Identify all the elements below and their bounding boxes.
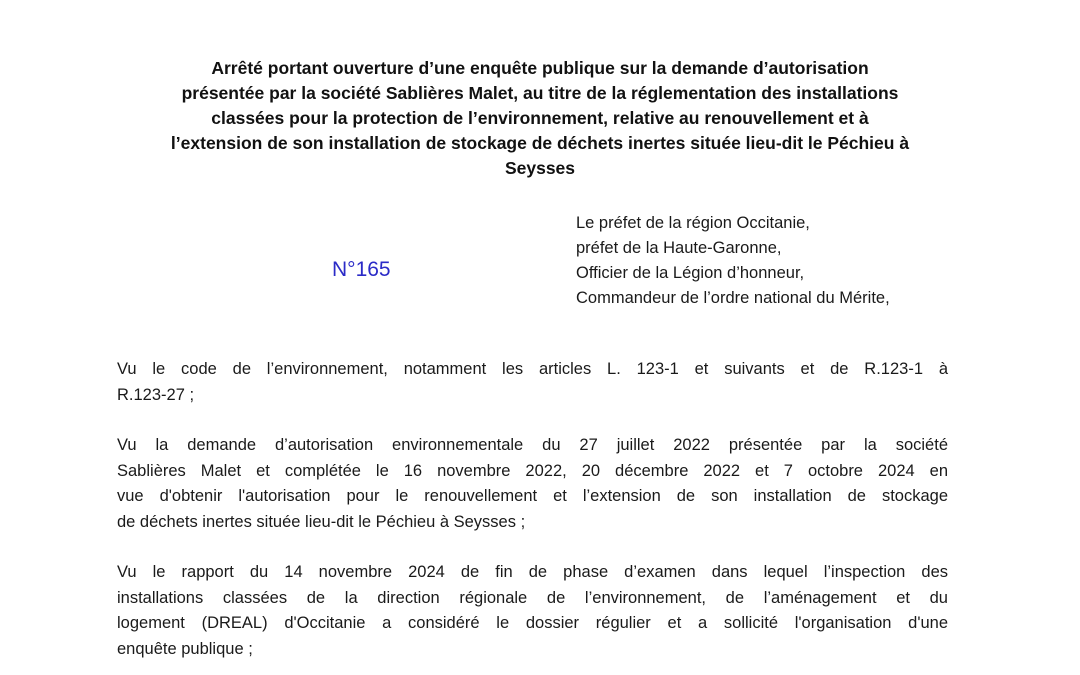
paragraph-line: R.123-27 ; xyxy=(117,385,195,404)
document-body xyxy=(117,357,948,675)
paragraph-line: vue d'obtenir l'autorisation pour le renouvellement et l’extension de son installation de stockage xyxy=(117,487,948,505)
title-line: classées pour la protection de l’environnement, relative au renouvellement et à xyxy=(211,108,869,128)
title-line: Seysses xyxy=(504,158,576,178)
paragraph-line: Vu le code de l’environnement, notamment les articles L. 123-1 et suivants et de R.123-1 à xyxy=(117,360,948,378)
title-line: Arrêté portant ouverture d’une enquête publique sur la demande d’autorisation xyxy=(211,58,869,78)
issuer-line: préfet de la Haute-Garonne, xyxy=(576,239,782,257)
title-line: présentée par la société Sablières Malet, au titre de la réglementation des installations xyxy=(181,83,899,103)
issuer-line: Commandeur de l’ordre national du Mérite, xyxy=(576,289,890,307)
paragraph-line: Vu la demande d’autorisation environnementale du 27 juillet 2022 présentée par la société xyxy=(117,436,948,454)
body-paragraph-1 xyxy=(117,357,948,408)
issuer-line: Le préfet de la région Occitanie, xyxy=(576,214,810,232)
issuer-line: Officier de la Légion d’honneur, xyxy=(576,264,805,282)
paragraph-line: Sablières Malet et complétée le 16 novembre 2022, 20 décembre 2022 et 7 octobre 2024 en xyxy=(117,461,948,480)
document-title xyxy=(100,56,980,181)
paragraph-line: de déchets inertes située lieu-dit le Péchieu à Seysses ; xyxy=(117,512,526,531)
paragraph-line: logement (DREAL) d'Occitanie a considéré le dossier régulier et a sollicité l'organisation d'une xyxy=(117,614,948,632)
issuer-block xyxy=(576,211,890,311)
body-paragraph-2 xyxy=(117,433,948,535)
decree-number: N°165 xyxy=(332,258,391,281)
title-line: l’extension de son installation de stockage de déchets inertes située lieu-dit le Péchieu à xyxy=(170,133,910,153)
body-paragraph-3 xyxy=(117,560,948,662)
paragraph-line: installations classées de la direction régionale de l’environnement, de l’aménagement et du xyxy=(117,588,948,607)
paragraph-line: Vu le rapport du 14 novembre 2024 de fin de phase d’examen dans lequel l’inspection des xyxy=(117,563,948,581)
paragraph-line: enquête publique ; xyxy=(117,639,253,658)
